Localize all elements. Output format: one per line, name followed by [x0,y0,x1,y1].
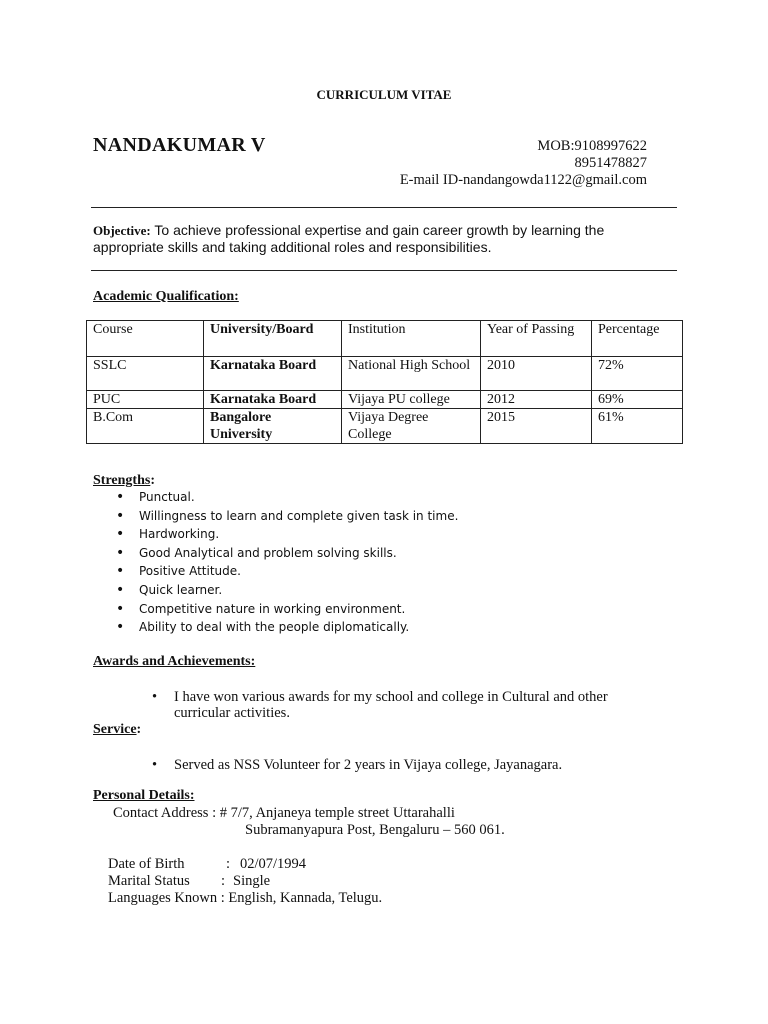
divider-top [91,207,677,208]
table-header-cell: Institution [342,321,481,357]
separator: : [226,856,231,872]
table-row [87,391,683,409]
dob-label: Date of Birth [108,856,185,872]
table-cell: 2010 [481,357,592,391]
table-cell: Karnataka Board [204,357,342,391]
table-cell: Vijaya Degree College [342,409,481,444]
table-header-cell: University/Board [204,321,342,357]
table-header-cell: Percentage [592,321,683,357]
service-heading-wrap [93,722,141,738]
languages-value: English, Kannada, Telugu. [228,890,383,906]
dob-value: 02/07/1994 [240,856,307,872]
marital-label: Marital Status [108,873,190,889]
table-row [87,357,683,391]
bullet: • [152,757,158,773]
list-item: • Positive Attitude. [113,562,458,581]
objective-section [93,222,653,255]
table-cell: PUC [87,391,204,409]
table-cell: Karnataka Board [204,391,342,409]
service-text: Served as NSS Volunteer for 2 years in Vijaya college, Jayanagara. [174,757,563,773]
marital-value: Single [233,873,271,889]
service-heading: Service [93,722,137,737]
languages-row: Languages Known : English, Kannada, Telugu. [108,890,383,906]
email-address: E-mail ID-nandangowda1122@gmail.com [399,172,647,188]
awards-item [152,689,654,721]
table-cell: 69% [592,391,683,409]
document-title: CURRICULUM VITAE [316,87,452,102]
strengths-colon: : [150,473,155,488]
list-item: • Willingness to learn and complete given task in time. [113,507,458,526]
address-line-2: Subramanyapura Post, Bengaluru – 560 061. [245,822,505,838]
table-cell: 72% [592,357,683,391]
academic-table [86,320,683,444]
academic-heading: Academic Qualification: [93,289,239,304]
table-cell: 61% [592,409,683,444]
objective-text: To achieve professional expertise and gain career growth by learning the appropriate skills and taking additional roles and responsibilities. [93,222,605,255]
table-cell: SSLC [87,357,204,391]
list-item: • Hardworking. [113,525,458,544]
strengths-heading-wrap [93,473,155,489]
table-row [87,409,683,444]
contact-address [113,805,455,822]
service-item [152,757,654,773]
bullet: • [152,689,158,705]
list-item: • Ability to deal with the people diplomatically. [113,618,458,637]
table-header-row [87,321,683,357]
strengths-list [113,488,458,637]
divider-bottom [91,270,677,271]
strengths-heading: Strengths [93,473,151,488]
languages-label: Languages Known [108,890,218,906]
table-header-cell: Year of Passing [481,321,592,357]
service-colon: : [136,722,142,737]
table-cell: B.Com [87,409,204,444]
candidate-name: NANDAKUMAR V [93,134,266,156]
list-item: • Quick learner. [113,581,458,600]
marital-row [108,873,270,890]
awards-heading: Awards and Achievements: [93,654,256,669]
mobile-number-2: 8951478827 [574,155,647,171]
list-item: • Competitive nature in working environment. [113,600,458,619]
list-item: • Punctual. [113,488,458,507]
personal-heading: Personal Details: [93,788,195,803]
dob-row [108,856,306,873]
address-line-1: # 7/7, Anjaneya temple street Uttarahalli [219,805,455,821]
table-cell: National High School [342,357,481,391]
separator: : [221,873,226,889]
mobile-number-1: MOB:9108997622 [537,138,647,154]
objective-label: Objective: [93,223,151,238]
list-item: • Good Analytical and problem solving skills. [113,544,458,563]
table-cell: 2012 [481,391,592,409]
table-cell: Bangalore University [204,409,342,444]
table-cell: 2015 [481,409,592,444]
table-header-cell: Course [87,321,204,357]
contact-block [400,138,647,189]
table-cell: Vijaya PU college [342,391,481,409]
address-label: Contact Address : [113,805,220,821]
awards-text: I have won various awards for my school and college in Cultural and other curricular activities. [174,689,608,721]
